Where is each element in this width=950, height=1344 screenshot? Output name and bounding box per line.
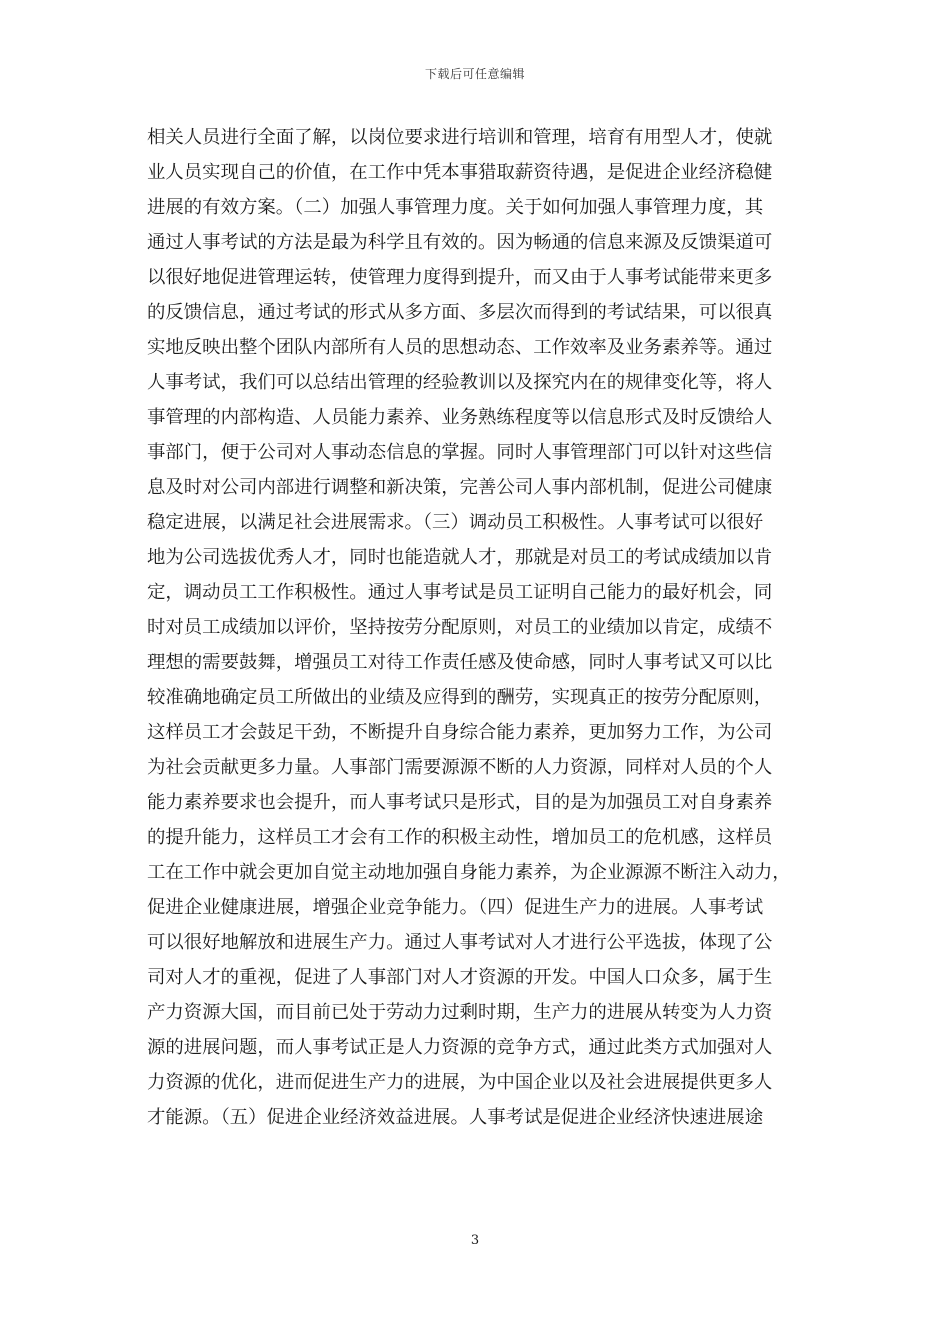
text-line: 源的进展问题，而人事考试正是人力资源的竞争方式，通过此类方式加强对人 [147,1037,773,1058]
text-line: 可以很好地解放和进展生产力。通过人事考试对人才进行公平选拔，体现了公 [147,932,773,953]
text-line: 相关人员进行全面了解，以岗位要求进行培训和管理，培育有用型人才，使就 [147,127,773,148]
text-line: 这样员工才会鼓足干劲，不断提升自身综合能力素养，更加努力工作，为公司 [147,722,773,743]
text-line: 以很好地促进管理运转，使管理力度得到提升，而又由于人事考试能带来更多 [147,267,773,288]
text-line: 地为公司选拔优秀人才，同时也能造就人才，那就是对员工的考试成绩加以肯 [147,547,773,568]
text-line: 业人员实现自己的价值，在工作中凭本事猎取薪资待遇，是促进企业经济稳健 [147,162,773,183]
text-line: 能力素养要求也会提升，而人事考试只是形式，目的是为加强员工对自身素养 [147,792,773,813]
text-line: 息及时对公司内部进行调整和新决策，完善公司人事内部机制，促进公司健康 [147,477,773,498]
text-line: 通过人事考试的方法是最为科学且有效的。因为畅通的信息来源及反馈渠道可 [147,232,773,253]
text-line: 人事考试，我们可以总结出管理的经验教训以及探究内在的规律变化等，将人 [147,372,773,393]
text-line: 的反馈信息，通过考试的形式从多方面、多层次而得到的考试结果，可以很真 [147,302,773,323]
text-line: 产力资源大国，而目前已处于劳动力过剩时期，生产力的进展从转变为人力资 [147,1002,773,1023]
text-line: 力资源的优化，进而促进生产力的进展，为中国企业以及社会进展提供更多人 [147,1072,773,1093]
body-text [147,120,807,1135]
text-line: 定，调动员工工作积极性。通过人事考试是员工证明自己能力的最好机会，同 [147,582,773,603]
text-line: 司对人才的重视，促进了人事部门对人才资源的开发。中国人口众多，属于生 [147,967,773,988]
text-line: 稳定进展，以满足社会进展需求。（三）调动员工积极性。人事考试可以很好 [147,512,764,533]
text-line: 实地反映出整个团队内部所有人员的思想动态、工作效率及业务素养等。通过 [147,337,773,358]
text-line: 进展的有效方案。（二）加强人事管理力度。关于如何加强人事管理力度，其 [147,197,764,218]
text-line: 才能源。（五）促进企业经济效益进展。人事考试是促进企业经济快速进展途 [147,1107,764,1128]
text-line: 促进企业健康进展，增强企业竞争能力。（四）促进生产力的进展。人事考试 [147,897,764,918]
text-line: 事管理的内部构造、人员能力素养、业务熟练程度等以信息形式及时反馈给人 [147,407,773,428]
text-line: 为社会贡献更多力量。人事部门需要源源不断的人力资源，同样对人员的个人 [147,757,773,778]
text-line: 工在工作中就会更加自觉主动地加强自身能力素养，为企业源源不断注入动力， [147,862,791,883]
page-number: 3 [470,1233,480,1248]
text-line: 的提升能力，这样员工才会有工作的积极主动性，增加员工的危机感，这样员 [147,827,773,848]
text-line: 理想的需要鼓舞，增强员工对待工作责任感及使命感，同时人事考试又可以比 [147,652,773,673]
text-line: 较准确地确定员工所做出的业绩及应得到的酬劳，实现真正的按劳分配原则， [147,687,773,708]
text-line: 时对员工成绩加以评价，坚持按劳分配原则，对员工的业绩加以肯定，成绩不 [147,617,773,638]
page-header: 下载后可任意编辑 [424,67,525,81]
text-line: 事部门，便于公司对人事动态信息的掌握。同时人事管理部门可以针对这些信 [147,442,773,463]
